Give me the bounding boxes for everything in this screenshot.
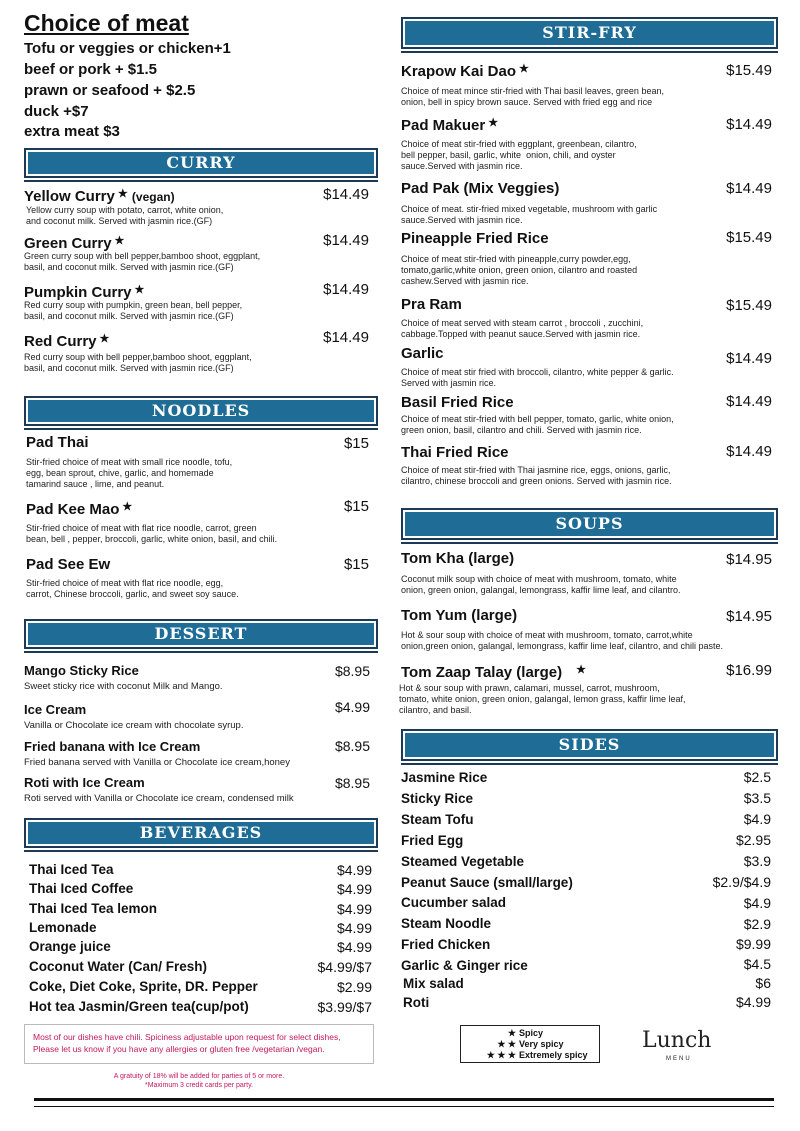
item-price: $15 [343,498,369,515]
menu-subtitle: MENU [666,1056,692,1062]
item-price: $14.49 [726,350,772,367]
item-price: $2.9/$4.9 [712,874,771,890]
side-item-name: Cucumber salad [401,895,507,910]
spicy-star-icon: ★ [122,501,133,513]
item-price: $14.49 [726,443,772,460]
bottom-rule-thin [34,1106,774,1107]
curry-item-name: Yellow Curry ★ (vegan) [24,188,175,205]
item-price: $4.99 [336,939,372,955]
bottom-rule [34,1098,774,1101]
item-price: $14.49 [726,180,772,197]
item-price: $4.5 [743,956,771,972]
item-description: Stir-fried choice of meat with flat rice noodle, egg, carrot, Chinese broccoli, garlic, and sweet soy sauce. [26,578,239,599]
item-price: $15 [343,435,369,452]
item-price: $2.99 [336,979,372,995]
item-price: $4.99 [735,994,771,1010]
item-price: $14.49 [726,116,772,133]
item-price: $4.9 [743,895,771,911]
gratuity-notice: A gratuity of 18% will be added for parties of 5 or more. *Maximum 3 credit cards per party. [113,1073,285,1089]
item-description: Stir-fried choice of meat with small rice noodle, tofu, egg, bean sprout, chive, garlic, and homemade tamarind sauce , lime, and peanut. [26,457,233,489]
beverage-item-name: Thai Iced Tea [29,862,114,877]
beverage-item-name: Hot tea Jasmin/Green tea(cup/pot) [29,999,249,1014]
beverages-header: BEVERAGES [24,818,378,848]
item-price: $8.95 [334,775,370,791]
choice-line: extra meat $3 [24,123,120,140]
item-description: Choice of meat mince stir-fried with Thai basil leaves, green bean, onion, bell in spicy brown sauce. Served with fried egg and rice [401,86,664,107]
item-price: $9.99 [735,936,771,952]
item-price: $2.95 [735,832,771,848]
spice-legend [460,1025,600,1063]
choice-of-meat-title: Choice of meat [24,10,189,36]
stir-fry-item-name: Garlic [401,345,444,362]
beverage-item-name: Thai Iced Coffee [29,881,134,896]
side-item-name: Mix salad [403,976,464,991]
side-item-name: Fried Egg [401,833,464,848]
item-price: $2.5 [743,769,771,785]
stir-fry-item-name: Thai Fried Rice [401,444,509,461]
stir-fry-item-name: Krapow Kai Dao ★ [401,63,529,80]
item-price: $4.99 [336,881,372,897]
item-price: $6 [755,975,771,991]
item-price: $8.95 [334,738,370,754]
beverage-item-name: Lemonade [29,920,97,935]
curry-header: CURRY [24,148,378,178]
item-description: Choice of meat stir-fried with eggplant, greenbean, cilantro, bell pepper, basil, garlic, white onion, chili, and oyster sauce.Served with jasmin rice. [401,139,637,171]
item-description: Roti served with Vanilla or Chocolate ice cream, condensed milk [24,793,294,804]
side-item-name: Steamed Vegetable [401,854,525,869]
lunch-logo-text: Lunch [642,1028,712,1053]
stir-fry-item-name: Pineapple Fried Rice [401,230,549,247]
choice-line: beef or pork + $1.5 [24,61,157,78]
soup-item-name: Tom Kha (large) [401,550,515,567]
dessert-item-name: Roti with Ice Cream [24,775,145,790]
item-price: $14.49 [323,186,369,203]
choice-line: duck +$7 [24,103,89,120]
item-description: Choice of meat stir-fried with pineapple,curry powder,egg, tomato,garlic,white onion, green onion, cilantro and roasted cashew.Served with jasmin rice. [401,254,638,286]
item-description: Yellow curry soup with potato, carrot, white onion, and coconut milk. Served with jasmin rice.(GF) [26,205,224,226]
item-price: $14.95 [726,551,772,568]
item-price: $14.49 [323,232,369,249]
spicy-star-icon: ★ [117,188,128,200]
item-price: $15.49 [726,297,772,314]
item-price: $16.99 [726,662,772,679]
item-description: Stir-fried choice of meat with flat rice noodle, carrot, green bean, bell , pepper, broccoli, garlic, white onion, basil, and chili. [26,523,278,544]
side-item-name: Peanut Sauce (small/large) [401,875,573,890]
choice-line: Tofu or veggies or chicken+1 [24,40,231,57]
item-price: $14.49 [323,281,369,298]
item-description: Sweet sticky rice with coconut Milk and Mango. [24,681,223,692]
curry-item-name: Green Curry ★ [24,235,125,252]
soups-header: SOUPS [401,508,778,540]
noodle-item-name: Pad Kee Mao ★ [26,501,133,518]
side-item-name: Fried Chicken [401,937,491,952]
item-description: Choice of meat stir-fried with bell pepper, tomato, garlic, white onion, green onion, basil, cilantro and chili. Served with jasmin rice. [401,414,674,435]
beverage-item-name: Orange juice [29,939,111,954]
item-description: Red curry soup with bell pepper,bamboo shoot, eggplant, basil, and coconut milk. Served with jasmin rice.(GF) [24,352,252,373]
stir-fry-item-name: Pad Makuer ★ [401,117,499,134]
item-price: $15.49 [726,229,772,246]
stir-fry-item-name: Pad Pak (Mix Veggies) [401,180,560,197]
soup-item-name: Tom Yum (large) [401,607,518,624]
item-price: $4.99 [336,862,372,878]
side-item-name: Garlic & Ginger rice [401,958,528,973]
noodle-item-name: Pad See Ew [26,556,111,573]
item-price: $4.99/$7 [317,959,372,975]
stir-fry-item-name: Basil Fried Rice [401,394,514,411]
item-price: $4.9 [743,811,771,827]
beverage-item-name: Coconut Water (Can/ Fresh) [29,959,208,974]
item-price: $4.99 [336,920,372,936]
sides-header: SIDES [401,729,778,761]
item-description: Choice of meat stir-fried with Thai jasmine rice, eggs, onions, garlic, cilantro, chinese broccoli and green onions. Served with jasmin rice. [401,465,672,486]
curry-item-name: Pumpkin Curry ★ [24,284,145,301]
curry-item-name: Red Curry ★ [24,333,110,350]
dessert-header: DESSERT [24,619,378,649]
item-description: Hot & sour soup with choice of meat with mushroom, tomato, carrot,white onion,green onion, galangal, lemongrass, kaffir lime leaf, cilantro, and chili paste. [401,630,724,651]
dessert-item-name: Fried banana with Ice Cream [24,739,201,754]
spicy-star-icon: ★ [519,63,529,75]
item-price: $4.99 [336,901,372,917]
item-description: Vanilla or Chocolate ice cream with chocolate syrup. [24,720,244,731]
item-price: $15 [343,556,369,573]
legend-label: Extremely spicy [519,1050,588,1060]
side-item-name: Sticky Rice [401,791,474,806]
star-icon: ★ ★ ★ [486,1050,516,1060]
spicy-star-icon: ★ [134,284,145,296]
item-description: Coconut milk soup with choice of meat with mushroom, tomato, white onion, green onion, galangal, lemongrass, kaffir lime leaf, and cilantro. [401,574,681,595]
star-icon: ★ [507,1028,516,1038]
item-description: Choice of meat served with steam carrot , broccoli , zucchini, cabbage.Topped with peanut sauce.Served with jasmin rice. [401,318,644,339]
legend-label: Spicy [519,1028,544,1038]
item-price: $4.99 [334,699,370,715]
spicy-star-icon: ★ [488,117,499,129]
item-price: $14.49 [726,393,772,410]
item-description: Choice of meat. stir-fried mixed vegetable, mushroom with garlic sauce.Served with jasmin rice. [401,204,658,225]
side-item-name: Steam Noodle [401,916,492,931]
item-price: $14.95 [726,608,772,625]
item-price: $8.95 [334,663,370,679]
beverage-item-name: Coke, Diet Coke, Sprite, DR. Pepper [29,979,258,994]
item-price: $3.5 [743,790,771,806]
item-description: Fried banana served with Vanilla or Chocolate ice cream,honey [24,757,290,768]
noodle-item-name: Pad Thai [26,434,89,451]
item-description: Hot & sour soup with prawn, calamari, mussel, carrot, mushroom, tomato, white onion, green onion, galangal, lemon grass, kaffir lime leaf, cilantro, and basil. [399,683,686,715]
spicy-star-icon: ★ [99,333,110,345]
chili-notice: Most of our dishes have chili. Spiciness adjustable upon request for select dishes, Please let us know if you have any allergies or gluten free /vegetarian /vegan. [24,1024,374,1064]
side-item-name: Steam Tofu [401,812,474,827]
item-price: $2.9 [743,916,771,932]
item-description: Green curry soup with bell pepper,bamboo shoot, eggplant, basil, and coconut milk. Served with jasmin rice.(GF) [24,251,261,272]
item-description: Red curry soup with pumpkin, green bean, bell pepper, basil, and coconut milk. Served with jasmin rice.(GF) [24,300,243,321]
noodles-header: NOODLES [24,396,378,426]
choice-line: prawn or seafood + $2.5 [24,82,196,99]
item-price: $14.49 [323,329,369,346]
beverage-item-name: Thai Iced Tea lemon [29,901,158,916]
stir-fry-header: STIR-FRY [401,17,778,49]
stir-fry-item-name: Pra Ram [401,296,462,313]
dessert-item-name: Mango Sticky Rice [24,663,139,678]
item-price: $3.9 [743,853,771,869]
side-item-name: Roti [403,995,430,1010]
legend-label: Very spicy [519,1039,564,1049]
star-icon: ★ ★ [497,1039,516,1049]
spicy-star-icon: ★ [114,235,125,247]
item-description: Choice of meat stir fried with broccoli, cilantro, white pepper & garlic. Served with jasmin rice. [401,367,674,388]
item-price: $15.49 [726,62,772,79]
dessert-item-name: Ice Cream [24,702,87,717]
spicy-star-icon: ★ [576,664,587,676]
soup-item-name: Tom Zaap Talay (large) ★ [401,664,587,681]
side-item-name: Jasmine Rice [401,770,488,785]
item-price: $3.99/$7 [317,999,372,1015]
